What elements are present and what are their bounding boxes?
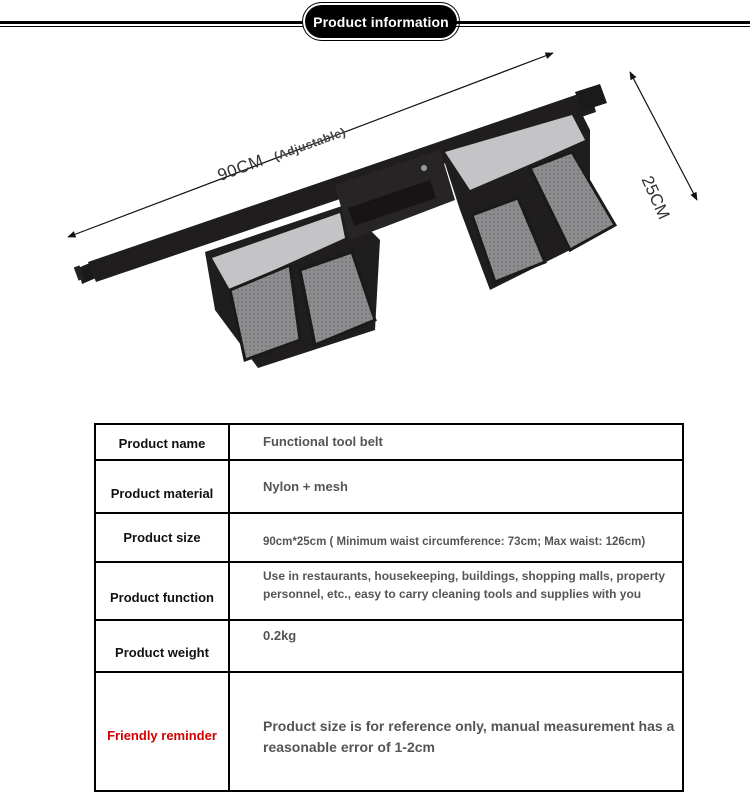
spec-value-function: Use in restaurants, housekeeping, buildings, shopping malls, property personnel, etc., easy to carry cleaning tools and supplies with you (229, 562, 683, 620)
table-row (95, 562, 683, 620)
spec-value-material: Nylon + mesh (229, 460, 683, 513)
table-row (95, 672, 683, 791)
spec-label-name: Product name (95, 424, 229, 460)
header-rule-right (456, 21, 750, 27)
spec-label-reminder: Friendly reminder (95, 672, 229, 791)
header-rule-left (0, 21, 306, 27)
table-row (95, 513, 683, 562)
section-title: Product information (313, 13, 449, 30)
spec-value-weight: 0.2kg (229, 620, 683, 672)
spec-label-function: Product function (95, 562, 229, 620)
width-value: 90CM (215, 150, 267, 185)
tool-belt-illustration (0, 45, 750, 385)
spec-label-material: Product material (95, 460, 229, 513)
height-dimension-label: 25CM (637, 173, 674, 223)
width-note: (Adjustable) (272, 124, 348, 164)
table-row (95, 620, 683, 672)
product-spec-table (94, 423, 684, 792)
spec-label-weight: Product weight (95, 620, 229, 672)
spec-value-name: Functional tool belt (229, 424, 683, 460)
table-row (95, 460, 683, 513)
spec-value-reminder: Product size is for reference only, manual measurement has a reasonable error of 1-2cm (229, 672, 683, 791)
section-title-badge (305, 5, 457, 38)
spec-value-size: 90cm*25cm ( Minimum waist circumference: 73cm; Max waist: 126cm) (229, 513, 683, 562)
section-header (0, 0, 750, 42)
table-row (95, 424, 683, 460)
product-image (0, 45, 750, 385)
spec-label-size: Product size (95, 513, 229, 562)
